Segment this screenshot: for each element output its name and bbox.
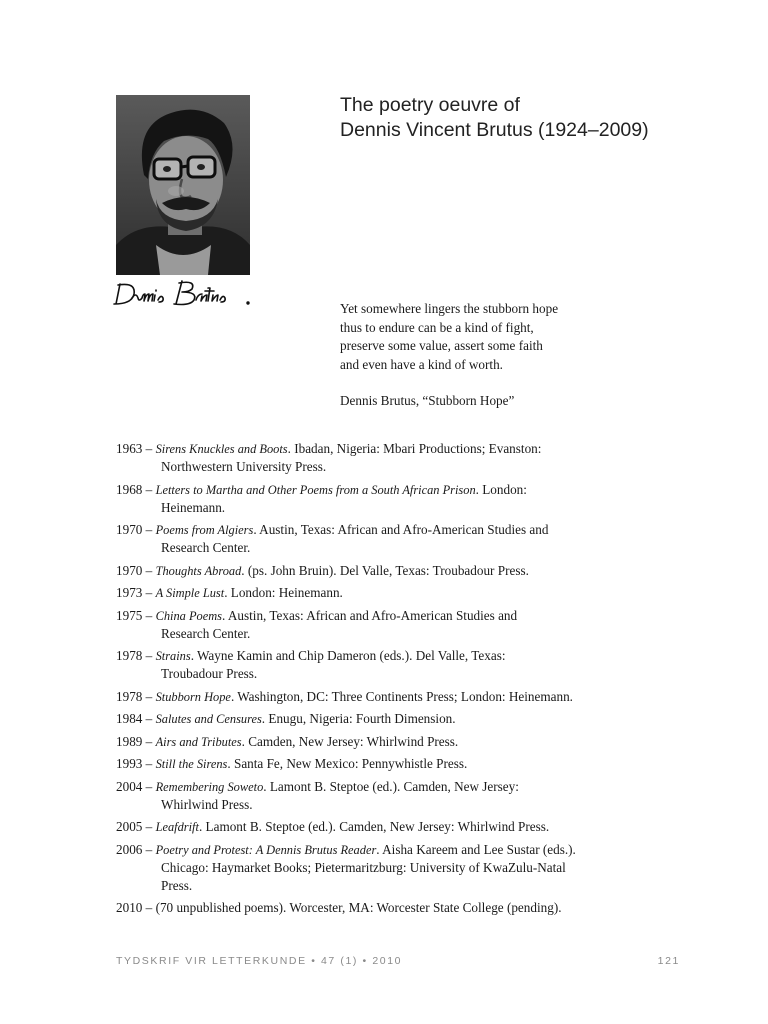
entry-title: Remembering Soweto [155, 779, 264, 794]
entry-dash: – [142, 900, 156, 915]
entry-first-line [116, 440, 676, 458]
entry-year: 1968 [116, 481, 143, 497]
entry-first-line [116, 818, 676, 836]
entry-publication: . Lamont B. Steptoe (ed.). Camden, New Jersey: [263, 778, 519, 794]
entry-continuation-line: Research Center. [161, 625, 251, 641]
entry-title: Leafdrift [155, 820, 199, 834]
entry-title: Airs and Tributes [155, 734, 242, 749]
entry-continuation-line: Whirlwind Press. [161, 796, 253, 812]
entry-first-line [116, 607, 676, 625]
entry-publication: . Ibadan, Nigeria: Mbari Productions; Evanston: [287, 441, 542, 456]
entry-dash: – [142, 819, 156, 834]
entry-year: 1963 [116, 441, 143, 456]
entry-publication: (70 unpublished poems). Worcester, MA: Worcester State College (pending). [155, 900, 562, 915]
title-line-2: Dennis Vincent Brutus (1924–2009) [340, 119, 649, 141]
entry-publication: . Camden, New Jersey: Whirlwind Press. [241, 733, 459, 749]
bibliography-entry [116, 733, 676, 751]
bibliography-entry [116, 562, 676, 580]
entry-year: 2010 [116, 900, 143, 915]
entry-publication: . (ps. John Bruin). Del Valle, Texas: Troubadour Press. [241, 562, 529, 578]
bibliography-entry [116, 584, 676, 602]
entry-year: 2006 [116, 841, 143, 857]
entry-year: 1978 [116, 648, 143, 663]
entry-year: 1993 [116, 756, 143, 771]
entry-publication: . London: [475, 481, 527, 497]
entry-first-line [116, 688, 676, 706]
title-line-1: The poetry oeuvre of [340, 94, 520, 116]
epigraph-attribution: Dennis Brutus, “Stubborn Hope” [340, 393, 515, 408]
entry-dash: – [142, 733, 156, 749]
entry-publication: . Santa Fe, New Mexico: Pennywhistle Press. [227, 756, 468, 771]
entry-first-line [116, 733, 676, 751]
bibliography-entry [116, 755, 676, 773]
entry-publication: . Lamont B. Steptoe (ed.). Camden, New Jersey: Whirlwind Press. [198, 819, 550, 834]
epigraph [340, 300, 720, 411]
entry-title: China Poems [155, 608, 222, 623]
entry-publication: . Aisha Kareem and Lee Sustar (eds.). [376, 841, 576, 857]
entry-continuation-line: Press. [161, 877, 193, 893]
entry-title: Still the Sirens [155, 757, 228, 771]
epigraph-line: Yet somewhere lingers the stubborn hope [340, 301, 559, 316]
entry-year: 1984 [116, 711, 143, 726]
entry-first-line [116, 899, 676, 917]
entry-first-line [116, 647, 676, 665]
bibliography-entry [116, 647, 676, 683]
entry-dash: – [142, 688, 156, 704]
entry-first-line [116, 521, 676, 539]
entry-publication: . Washington, DC: Three Continents Press; London: Heinemann. [230, 688, 573, 704]
epigraph-line: preserve some value, assert some faith [340, 338, 543, 353]
entry-title: A Simple Lust [155, 586, 225, 600]
entry-title: Letters to Martha and Other Poems from a South African Prison [155, 482, 476, 497]
bibliography-entry [116, 818, 676, 836]
entry-year: 1989 [116, 733, 143, 749]
entry-first-line [116, 841, 676, 859]
entry-first-line [116, 755, 676, 773]
epigraph-line: and even have a kind of worth. [340, 356, 503, 372]
bibliography-entry [116, 841, 676, 895]
entry-title: Sirens Knuckles and Boots [155, 442, 288, 456]
entry-publication: . Wayne Kamin and Chip Dameron (eds.). Del Valle, Texas: [190, 648, 506, 663]
bibliography-entry [116, 607, 676, 643]
page-title [340, 93, 740, 143]
journal-running-footer: TYDSKRIF VIR LETTERKUNDE • 47 (1) • 2010 [116, 955, 403, 967]
entry-dash: – [142, 607, 156, 623]
entry-title: Salutes and Censures [155, 712, 262, 726]
entry-year: 2005 [116, 819, 143, 834]
entry-year: 1978 [116, 688, 143, 704]
entry-dash: – [142, 562, 156, 578]
author-portrait-photo [116, 95, 250, 275]
bibliography-entry [116, 778, 676, 814]
entry-title: Strains [155, 649, 191, 663]
entry-dash: – [142, 778, 156, 794]
entry-year: 1970 [116, 522, 143, 537]
entry-title: Poetry and Protest: A Dennis Brutus Reader [155, 842, 377, 857]
author-signature [112, 276, 257, 310]
entry-dash: – [142, 522, 156, 537]
bibliography-list [116, 440, 676, 922]
entry-publication: . Austin, Texas: African and Afro-American Studies and [253, 522, 549, 537]
entry-first-line [116, 584, 676, 602]
entry-year: 1970 [116, 562, 143, 578]
entry-first-line [116, 710, 676, 728]
entry-dash: – [142, 441, 156, 456]
entry-year: 1973 [116, 585, 143, 600]
entry-continuation-line: Chicago: Haymarket Books; Pietermaritzburg: University of KwaZulu-Natal [161, 859, 566, 875]
entry-publication: . London: Heinemann. [224, 585, 343, 600]
entry-dash: – [142, 756, 156, 771]
entry-publication: . Enugu, Nigeria: Fourth Dimension. [261, 711, 456, 726]
entry-continuation-line: Troubadour Press. [161, 666, 258, 681]
entry-dash: – [142, 841, 156, 857]
entry-first-line [116, 481, 676, 499]
entry-dash: – [142, 585, 156, 600]
entry-year: 1975 [116, 607, 143, 623]
page-number: 121 [657, 955, 680, 967]
bibliography-entry [116, 688, 676, 706]
entry-publication: . Austin, Texas: African and Afro-American Studies and [222, 607, 518, 623]
entry-continuation-line: Research Center. [161, 540, 251, 555]
entry-dash: – [142, 648, 156, 663]
entry-first-line [116, 778, 676, 796]
entry-title: Thoughts Abroad [155, 563, 242, 578]
entry-continuation-line: Northwestern University Press. [161, 459, 327, 474]
entry-first-line [116, 562, 676, 580]
bibliography-entry [116, 899, 676, 917]
epigraph-line: thus to endure can be a kind of fight, [340, 319, 534, 335]
entry-title: Stubborn Hope [155, 689, 231, 704]
entry-dash: – [142, 481, 156, 497]
entry-dash: – [142, 711, 156, 726]
bibliography-entry [116, 521, 676, 557]
bibliography-entry [116, 440, 676, 476]
entry-year: 2004 [116, 778, 143, 794]
bibliography-entry [116, 481, 676, 517]
entry-title: Poems from Algiers [155, 523, 254, 537]
bibliography-entry [116, 710, 676, 728]
entry-continuation-line: Heinemann. [161, 499, 226, 515]
